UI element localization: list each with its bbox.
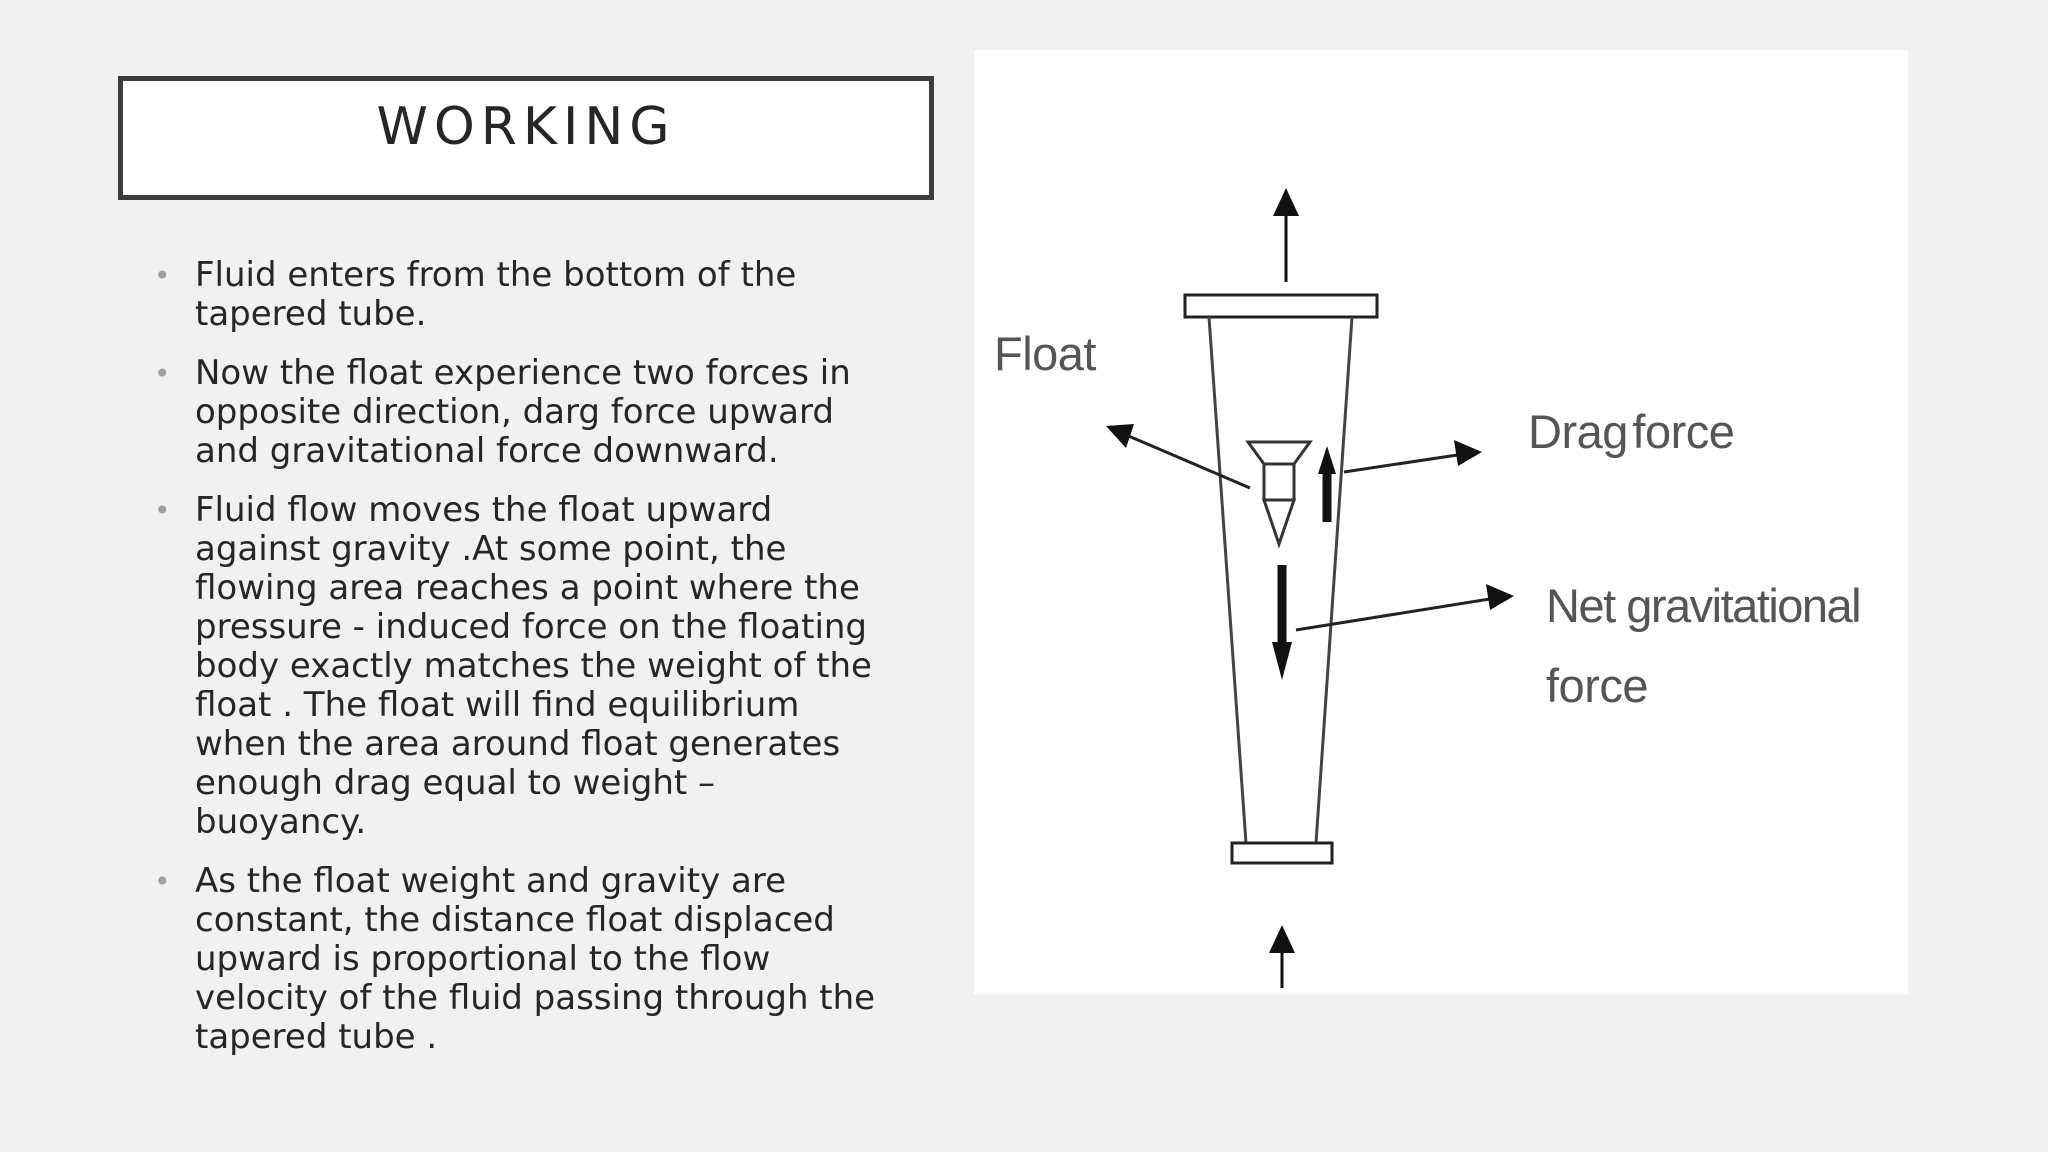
bullet-list (150, 256, 890, 1077)
net-gravitational-label-line2: force (1546, 659, 1648, 712)
rotameter-svg (974, 50, 1908, 994)
float-leader-arrow (1106, 424, 1250, 488)
bullet-item (150, 862, 890, 1057)
bullet-item (150, 256, 890, 334)
inlet-arrow (1269, 925, 1295, 988)
gravity-force-arrow (1272, 565, 1292, 680)
bullet-text: Now the float experience two forces in opposite direction, darg force upward and gravitational force downward. (195, 353, 851, 471)
float-label: Float (994, 327, 1096, 380)
net-gravitational-label: Net gravitational (1546, 579, 1861, 632)
bullet-text: Fluid enters from the bottom of the tapered tube. (195, 255, 797, 334)
float-body (1248, 442, 1310, 544)
title-box (118, 76, 934, 200)
bottom-flange (1232, 843, 1332, 863)
top-flange (1185, 295, 1377, 317)
bullet-text: As the float weight and gravity are constant, the distance float displaced upward is proportional to the flow velocity of the fluid passing through the tapered tube . (195, 861, 876, 1057)
slide-title: WORKING (376, 97, 676, 157)
drag-leader-arrow (1344, 440, 1482, 472)
bullet-text: Fluid flow moves the float upward against gravity .At some point, the flowing area reaches a point where the pressure - induced force on the floating body exactly matches the weight of the float . The float will find equilibrium when the area around float generates enough drag equal to weight – buoyancy. (195, 490, 872, 842)
drag-force-arrow (1318, 446, 1336, 522)
bullet-dot-icon: • (154, 494, 171, 527)
bullet-dot-icon: • (154, 259, 171, 292)
outlet-arrow (1273, 188, 1299, 282)
rotameter-diagram (974, 50, 1908, 994)
bullet-dot-icon: • (154, 865, 171, 898)
bullet-item (150, 354, 890, 471)
bullet-item (150, 491, 890, 842)
gravity-leader-arrow (1296, 584, 1514, 630)
drag-force-label: Drag force (1528, 405, 1735, 458)
bullet-dot-icon: • (154, 357, 171, 390)
